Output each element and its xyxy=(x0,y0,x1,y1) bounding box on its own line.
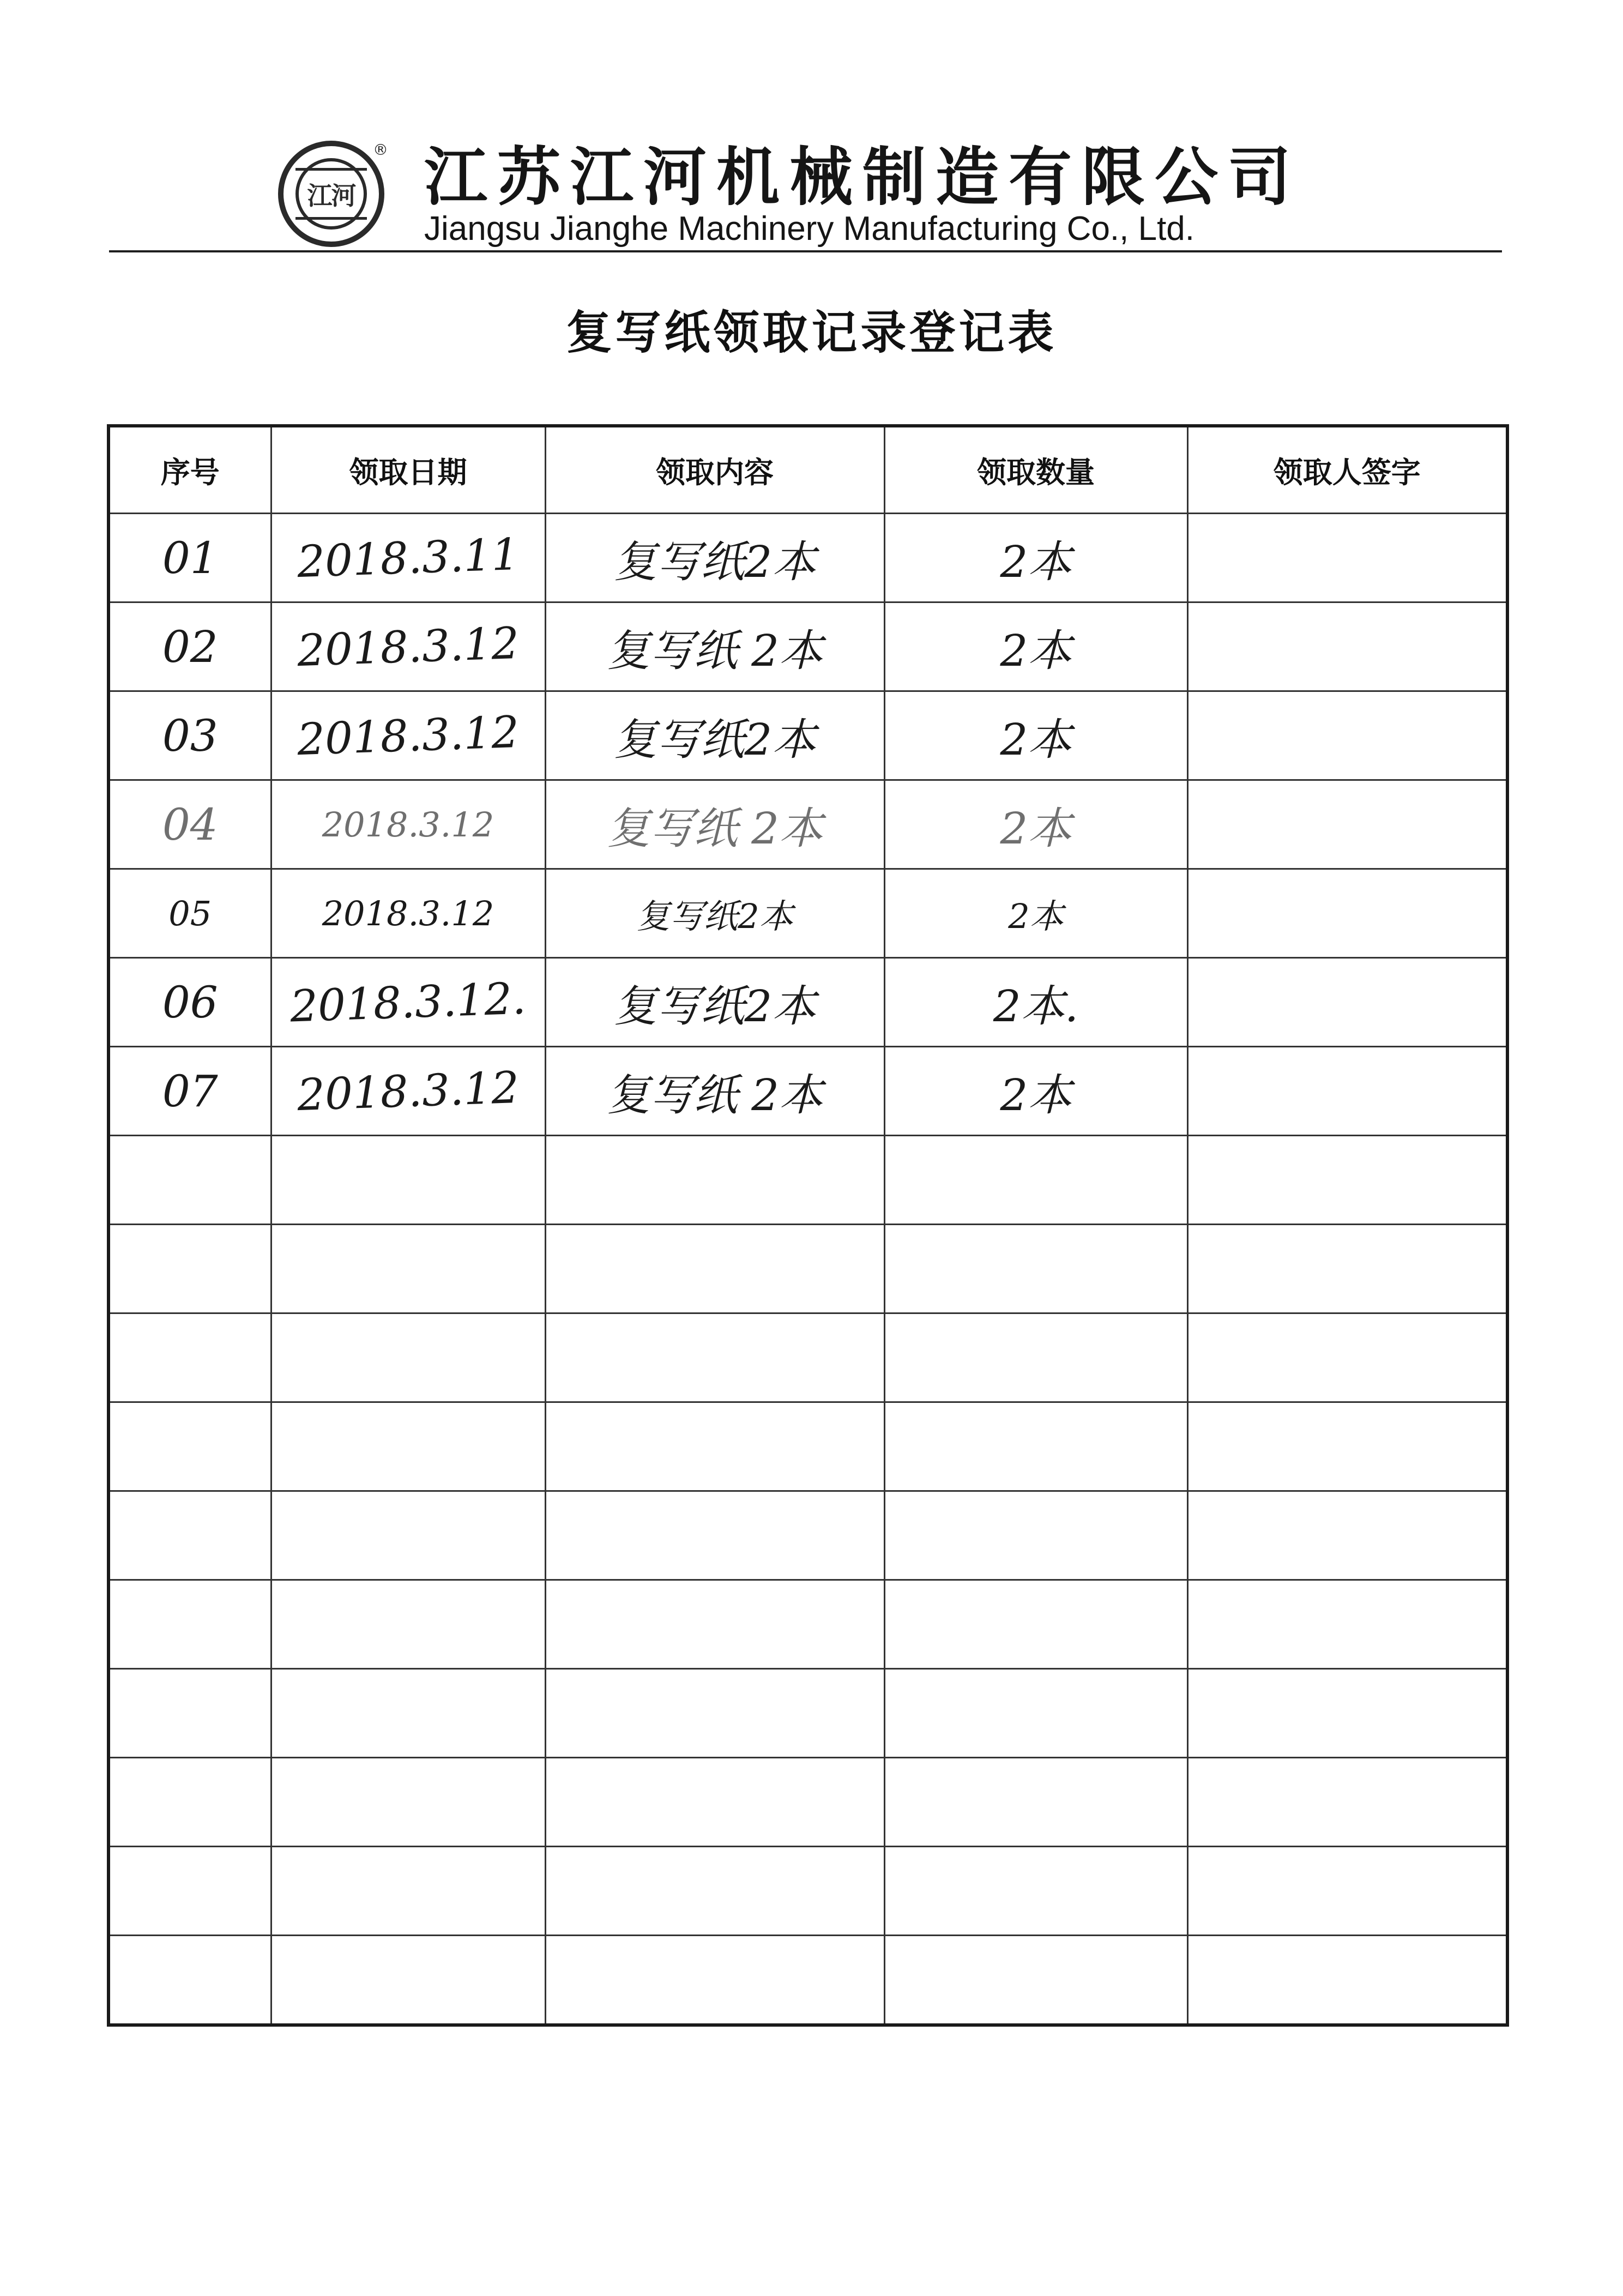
cell-signature xyxy=(1187,869,1507,958)
cell-content xyxy=(545,514,884,602)
table-row-empty xyxy=(108,1491,1507,1580)
cell-date xyxy=(271,1047,545,1136)
cell-seq xyxy=(108,1136,271,1225)
header-content: 领取内容 xyxy=(545,426,884,514)
table-row xyxy=(108,602,1507,691)
registered-trademark-mark: ® xyxy=(373,141,388,159)
cell-content xyxy=(545,780,884,869)
header-date: 领取日期 xyxy=(271,426,545,514)
cell-content xyxy=(545,958,884,1047)
cell-signature xyxy=(1187,1402,1507,1491)
handwritten-content: 复写纸 2本 xyxy=(606,803,823,854)
cell-seq xyxy=(108,869,271,958)
handwritten-seq: 05 xyxy=(168,893,212,933)
handwritten-quantity: 2本 xyxy=(1000,1069,1072,1120)
table-row xyxy=(108,780,1507,869)
document-title: 复写纸领取记录登记表 xyxy=(566,305,1057,359)
cell-signature xyxy=(1187,514,1507,602)
cell-date xyxy=(271,691,545,780)
cell-seq xyxy=(108,1491,271,1580)
cell-quantity xyxy=(884,514,1187,602)
cell-date xyxy=(271,1491,545,1580)
handwritten-date: 2018.3.12 xyxy=(296,706,520,765)
handwritten-date: 2018.3.12 xyxy=(322,893,494,933)
cell-content xyxy=(545,1313,884,1402)
cell-seq xyxy=(108,1047,271,1136)
handwritten-quantity: 2本 xyxy=(1000,536,1072,587)
cell-signature xyxy=(1187,602,1507,691)
cell-content xyxy=(545,602,884,691)
company-name-chinese: 江苏江河机械制造有限公司 xyxy=(424,140,1301,214)
cell-signature xyxy=(1187,1313,1507,1402)
handwritten-date: 2018.3.12 xyxy=(322,804,494,845)
handwritten-seq: 02 xyxy=(162,621,218,672)
cell-date xyxy=(271,1136,545,1225)
cell-seq xyxy=(108,1936,271,2026)
table-row xyxy=(108,1047,1507,1136)
cell-content xyxy=(545,869,884,958)
cell-date xyxy=(271,1758,545,1847)
cell-signature xyxy=(1187,958,1507,1047)
cell-date xyxy=(271,1402,545,1491)
handwritten-seq: 01 xyxy=(162,532,218,583)
handwritten-date: 2018.3.12 xyxy=(296,617,520,676)
handwritten-seq: 07 xyxy=(162,1065,218,1117)
cell-date xyxy=(271,958,545,1047)
table-row xyxy=(108,958,1507,1047)
cell-date xyxy=(271,1936,545,2026)
table-row xyxy=(108,691,1507,780)
table-row-empty xyxy=(108,1936,1507,2026)
cell-content xyxy=(545,1491,884,1580)
cell-seq xyxy=(108,1580,271,1669)
cell-signature xyxy=(1187,691,1507,780)
table-row xyxy=(108,869,1507,958)
cell-quantity xyxy=(884,1847,1187,1936)
header-quantity: 领取数量 xyxy=(884,426,1187,514)
table-row-empty xyxy=(108,1847,1507,1936)
handwritten-content: 复写纸2本 xyxy=(613,536,816,587)
handwritten-date: 2018.3.11 xyxy=(296,528,520,587)
handwritten-content: 复写纸2本 xyxy=(613,980,816,1032)
cell-date xyxy=(271,780,545,869)
cell-content xyxy=(545,1936,884,2026)
cell-quantity xyxy=(884,1225,1187,1313)
cell-seq xyxy=(108,1313,271,1402)
cell-signature xyxy=(1187,1936,1507,2026)
cell-quantity xyxy=(884,869,1187,958)
cell-signature xyxy=(1187,1580,1507,1669)
cell-seq xyxy=(108,1402,271,1491)
cell-content xyxy=(545,691,884,780)
company-logo xyxy=(278,141,384,247)
cell-signature xyxy=(1187,1225,1507,1313)
handwritten-quantity: 2本 xyxy=(1000,803,1072,854)
cell-date xyxy=(271,1313,545,1402)
header-seq: 序号 xyxy=(108,426,271,514)
cell-signature xyxy=(1187,780,1507,869)
handwritten-content: 复写纸2本 xyxy=(613,714,816,765)
cell-content xyxy=(545,1580,884,1669)
collection-register-table xyxy=(107,424,1509,2027)
cell-content xyxy=(545,1402,884,1491)
cell-date xyxy=(271,869,545,958)
handwritten-seq: 03 xyxy=(162,710,218,761)
cell-date xyxy=(271,1669,545,1758)
cell-signature xyxy=(1187,1047,1507,1136)
logo-text: 江河 xyxy=(307,180,355,210)
cell-quantity xyxy=(884,1580,1187,1669)
handwritten-date: 2018.3.12. xyxy=(289,972,527,1032)
table-row-empty xyxy=(108,1313,1507,1402)
table-row xyxy=(108,514,1507,602)
cell-seq xyxy=(108,1758,271,1847)
cell-seq xyxy=(108,1225,271,1313)
company-name-english: Jiangsu Jianghe Machinery Manufacturing Co., Ltd. xyxy=(424,210,1195,248)
cell-quantity xyxy=(884,1669,1187,1758)
cell-seq xyxy=(108,1847,271,1936)
handwritten-quantity: 2本 xyxy=(1000,714,1072,765)
cell-content xyxy=(545,1758,884,1847)
table-body xyxy=(108,514,1507,2026)
cell-quantity xyxy=(884,780,1187,869)
table-row-empty xyxy=(108,1402,1507,1491)
cell-quantity xyxy=(884,1313,1187,1402)
cell-quantity xyxy=(884,1136,1187,1225)
table-row-empty xyxy=(108,1225,1507,1313)
cell-quantity xyxy=(884,1402,1187,1491)
header-signature: 领取人签字 xyxy=(1187,426,1507,514)
cell-content xyxy=(545,1669,884,1758)
handwritten-seq: 04 xyxy=(162,799,218,850)
cell-date xyxy=(271,1225,545,1313)
cell-content xyxy=(545,1225,884,1313)
handwritten-content: 复写纸 2本 xyxy=(606,1069,823,1120)
handwritten-content: 复写纸2本 xyxy=(636,896,793,936)
cell-seq xyxy=(108,1669,271,1758)
handwritten-quantity: 2本. xyxy=(993,980,1079,1032)
handwritten-seq: 06 xyxy=(162,977,218,1028)
table-header-row xyxy=(108,426,1507,514)
cell-seq xyxy=(108,691,271,780)
logo-stripe xyxy=(295,217,367,220)
cell-quantity xyxy=(884,1047,1187,1136)
cell-signature xyxy=(1187,1758,1507,1847)
table-row-empty xyxy=(108,1669,1507,1758)
cell-seq xyxy=(108,514,271,602)
cell-signature xyxy=(1187,1847,1507,1936)
cell-content xyxy=(545,1847,884,1936)
handwritten-quantity: 2本 xyxy=(1008,896,1064,936)
cell-seq xyxy=(108,780,271,869)
cell-signature xyxy=(1187,1491,1507,1580)
handwritten-content: 复写纸 2本 xyxy=(606,625,823,676)
cell-date xyxy=(271,602,545,691)
cell-quantity xyxy=(884,1936,1187,2026)
cell-date xyxy=(271,1847,545,1936)
cell-content xyxy=(545,1047,884,1136)
cell-quantity xyxy=(884,602,1187,691)
letterhead-divider xyxy=(109,250,1502,252)
cell-quantity xyxy=(884,691,1187,780)
cell-quantity xyxy=(884,958,1187,1047)
handwritten-date: 2018.3.12 xyxy=(296,1062,520,1120)
cell-signature xyxy=(1187,1136,1507,1225)
table-row-empty xyxy=(108,1136,1507,1225)
cell-content xyxy=(545,1136,884,1225)
table-row-empty xyxy=(108,1758,1507,1847)
cell-quantity xyxy=(884,1491,1187,1580)
cell-date xyxy=(271,514,545,602)
table-row-empty xyxy=(108,1580,1507,1669)
cell-signature xyxy=(1187,1669,1507,1758)
cell-seq xyxy=(108,958,271,1047)
cell-quantity xyxy=(884,1758,1187,1847)
cell-seq xyxy=(108,602,271,691)
letterhead xyxy=(0,0,1623,262)
handwritten-quantity: 2本 xyxy=(1000,625,1072,676)
cell-date xyxy=(271,1580,545,1669)
